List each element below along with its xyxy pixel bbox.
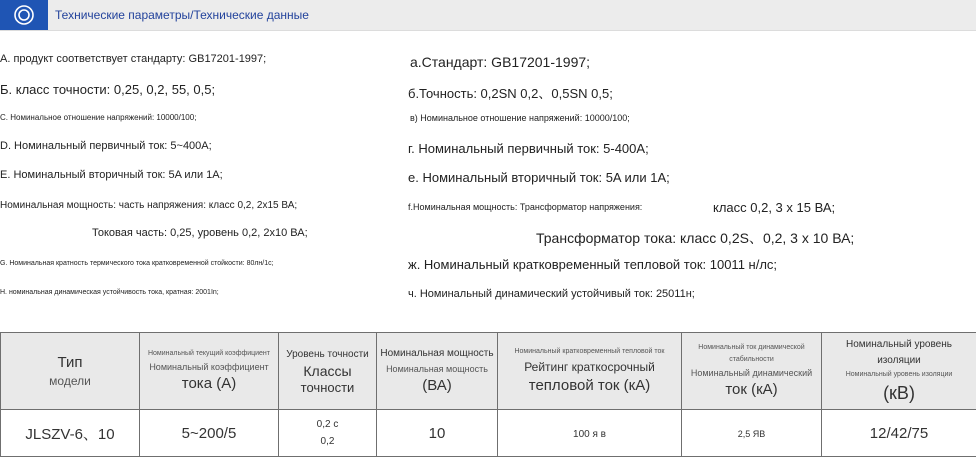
col-header-dynamic-mid: Номинальный динамический xyxy=(690,368,813,378)
spec-right-c: в) Номинальное отношение напряжений: 10000/100; xyxy=(410,113,630,123)
section-title: Технические параметры/Технические данные xyxy=(55,8,309,22)
col-header-dynamic xyxy=(682,333,822,410)
col-header-thermal-top: Номинальный кратковременный тепловой ток xyxy=(514,348,665,355)
col-header-dynamic-bottom: ток (кА) xyxy=(725,381,778,398)
col-header-power-bottom: (ВА) xyxy=(422,377,452,394)
col-header-accuracy xyxy=(279,333,377,410)
col-header-thermal xyxy=(498,333,682,410)
spec-left-b: Б. класс точности: 0,25, 0,2, 55, 0,5; xyxy=(0,82,216,97)
cell-ratio: 5~200/5 xyxy=(140,410,279,457)
spec-table xyxy=(0,332,976,457)
spec-left-g: G. Номинальная кратность термического тока кратковременной стойкости: 80лн/1с; xyxy=(0,260,274,267)
col-header-power-mid: Номинальная мощность xyxy=(386,364,488,374)
col-header-ratio xyxy=(140,333,279,410)
spec-right-g: ж. Номинальный кратковременный тепловой ток: 10011 н/лс; xyxy=(408,257,778,272)
spec-left-d: D. Номинальный первичный ток: 5~400A; xyxy=(0,140,212,152)
cell-insulation: 12/42/75 xyxy=(822,410,976,457)
spec-right-e: е. Номинальный вторичный ток: 5A или 1A; xyxy=(408,170,670,185)
cell-thermal-value: 100 я в xyxy=(573,429,606,440)
col-header-insulation-bottom: (кВ) xyxy=(883,383,915,403)
target-icon xyxy=(13,4,35,26)
col-header-thermal-mid: Рейтинг краткосрочный xyxy=(524,360,655,374)
col-header-insulation-top: Номинальный уровень изоляции xyxy=(846,339,952,366)
cell-accuracy-2: 0,2 xyxy=(320,436,335,447)
col-header-model xyxy=(1,333,140,410)
spec-left-c: C. Номинальное отношение напряжений: 10000/100; xyxy=(0,113,197,122)
col-header-insulation-mid: Номинальный уровень изоляции xyxy=(845,371,953,378)
col-header-ratio-bottom: тока (А) xyxy=(181,375,237,392)
col-header-thermal-bottom: тепловой ток (кА) xyxy=(528,377,651,394)
col-header-accuracy-bottom: точности xyxy=(300,379,355,395)
cell-model: JLSZV-6、10 xyxy=(1,410,140,457)
cell-accuracy xyxy=(279,410,377,457)
table-header-row xyxy=(1,333,976,410)
cell-dynamic xyxy=(682,410,822,457)
spec-right-b: б.Точность: 0,2SN 0,2、0,5SN 0,5; xyxy=(408,86,613,101)
spec-left-h: H. номинальная динамическая устойчивость тока, кратная: 2001In; xyxy=(0,289,219,296)
col-header-ratio-top: Номинальный текущий коэффициент xyxy=(147,350,271,357)
cell-dynamic-value: 2,5 ЯВ xyxy=(737,429,766,439)
col-header-accuracy-top: Уровень точности xyxy=(286,348,369,360)
spec-right-a: а.Стандарт: GB17201-1997; xyxy=(410,54,591,70)
col-header-model-title: Тип xyxy=(57,354,83,371)
spec-right-f-current: Трансформатор тока: класс 0,2S、0,2, 3 x 10 ВА; xyxy=(536,230,855,246)
col-header-insulation xyxy=(822,333,976,410)
spec-right-h: ч. Номинальный динамический устойчивый ток: 25011н; xyxy=(408,288,695,300)
col-header-dynamic-top: Номинальный ток динамической стабильности xyxy=(698,344,805,363)
logo xyxy=(0,0,48,30)
spec-left-a: A. продукт соответствует стандарту: GB17201-1997; xyxy=(0,53,267,65)
section-header xyxy=(0,0,976,31)
col-header-ratio-mid: Номинальный коэффициент xyxy=(149,362,269,372)
col-header-power xyxy=(377,333,498,410)
spec-right-d: г. Номинальный первичный ток: 5-400A; xyxy=(408,141,649,156)
spec-left-e: E. Номинальный вторичный ток: 5A или 1A; xyxy=(0,169,223,181)
spec-left-f: Номинальная мощность: часть напряжения: класс 0,2, 2x15 ВА; xyxy=(0,200,298,211)
cell-power: 10 xyxy=(377,410,498,457)
table-row xyxy=(1,410,976,457)
cell-thermal xyxy=(498,410,682,457)
col-header-accuracy-mid: Классы xyxy=(303,362,352,379)
spec-right-f-voltage: класс 0,2, 3 x 15 ВА; xyxy=(713,200,836,215)
col-header-power-top: Номинальная мощность xyxy=(380,348,494,359)
spec-left-f2: Токовая часть: 0,25, уровень 0,2, 2x10 ВА; xyxy=(92,227,308,239)
cell-accuracy-1: 0,2 с xyxy=(316,419,339,430)
spec-right-f: f.Номинальная мощность: Трансформатор напряжения: xyxy=(408,202,643,212)
col-header-model-sub: модели xyxy=(49,374,91,388)
